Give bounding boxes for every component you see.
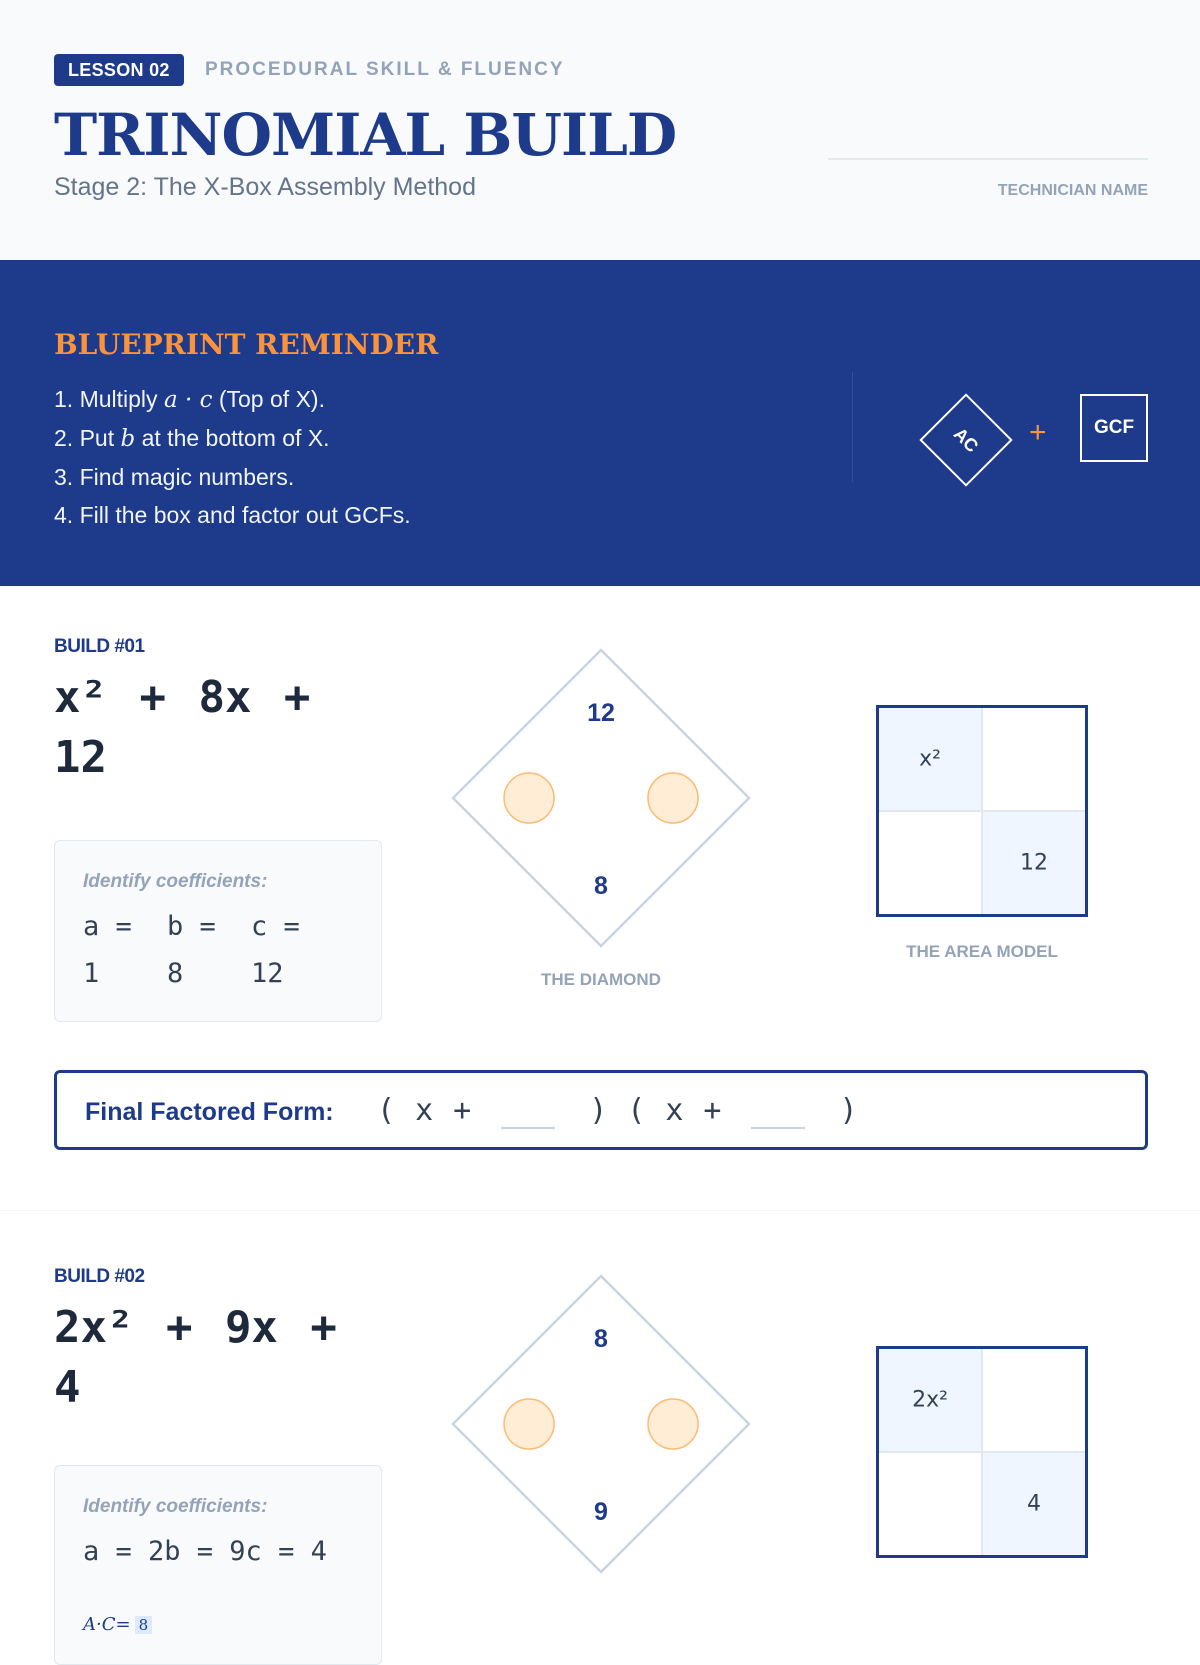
area-cell-bottom-right[interactable]: 12 xyxy=(983,812,1085,914)
x-diamond xyxy=(451,648,751,948)
coefficient-c[interactable]: c = 12 xyxy=(251,911,300,989)
diamond-bottom-sum: 8 xyxy=(594,872,608,900)
factor-blank-2[interactable] xyxy=(751,1093,805,1129)
coefficient-inline[interactable]: a = 2b = 9c = 4 xyxy=(83,1536,327,1567)
plus-icon: + xyxy=(1029,416,1047,449)
blueprint-steps xyxy=(54,380,411,534)
coefficient-values xyxy=(83,903,363,997)
gcf-box-icon: GCF xyxy=(1080,394,1148,462)
ac-product-value: 8 xyxy=(135,1616,153,1634)
worksheet-header xyxy=(0,0,1200,260)
lesson-category: PROCEDURAL SKILL & FLUENCY xyxy=(205,59,565,80)
area-cell-bottom-left[interactable] xyxy=(879,1453,981,1555)
page-subtitle: Stage 2: The X-Box Assembly Method xyxy=(54,173,476,201)
lesson-badge: LESSON 02 xyxy=(54,54,184,86)
build-label: BUILD #02 xyxy=(54,1266,145,1287)
blueprint-step: 4. Fill the box and factor out GCFs. xyxy=(54,502,411,528)
factor-blank-1[interactable] xyxy=(501,1093,555,1129)
build-label: BUILD #01 xyxy=(54,636,145,657)
magic-number-slot-left[interactable] xyxy=(504,773,554,823)
coefficients-panel xyxy=(54,1465,382,1665)
diamond-outline xyxy=(453,650,749,946)
coefficients-panel xyxy=(54,840,382,1022)
magic-number-slot-left[interactable] xyxy=(504,1399,554,1449)
final-form-label: Final Factored Form: xyxy=(85,1098,334,1126)
diamond-caption: THE DIAMOND xyxy=(541,970,661,989)
diamond-top-product: 8 xyxy=(594,1325,608,1353)
blueprint-divider xyxy=(852,372,853,482)
magic-number-slot-right[interactable] xyxy=(648,773,698,823)
area-cell-bottom-left[interactable] xyxy=(879,812,981,914)
area-model-grid xyxy=(876,1346,1088,1558)
coefficients-label: Identify coefficients: xyxy=(83,871,268,892)
area-model-grid xyxy=(876,705,1088,917)
diamond-bottom-sum: 9 xyxy=(594,1498,608,1526)
diamond-outline xyxy=(453,1276,749,1572)
area-cell-top-right[interactable] xyxy=(983,1349,1085,1451)
magic-number-slot-right[interactable] xyxy=(648,1399,698,1449)
blueprint-title: BLUEPRINT REMINDER xyxy=(54,328,439,361)
coefficient-a[interactable]: a = 1 xyxy=(83,911,132,989)
page-title: TRINOMIAL BUILD xyxy=(54,101,677,169)
coefficient-b[interactable]: b = 8 xyxy=(167,911,216,989)
final-factored-form xyxy=(54,1070,1148,1150)
ac-diamond-icon: AC xyxy=(919,393,1012,486)
coefficients-label: Identify coefficients: xyxy=(83,1496,268,1517)
blueprint-reminder-panel xyxy=(0,260,1200,586)
trinomial-expression: 2x² + 9x + 4 xyxy=(54,1302,337,1413)
ac-product-line: A·C= 8 xyxy=(83,1614,152,1635)
technician-name-field[interactable] xyxy=(828,158,1148,160)
build-section-1 xyxy=(0,586,1200,1210)
build-section-2 xyxy=(0,1211,1200,1635)
area-cell-top-left[interactable]: 2x² xyxy=(879,1349,981,1451)
blueprint-step: 3. Find magic numbers. xyxy=(54,464,295,490)
area-cell-bottom-right[interactable]: 4 xyxy=(983,1453,1085,1555)
blueprint-step: 2. Put b at the bottom of X. xyxy=(54,425,330,452)
area-model-caption: THE AREA MODEL xyxy=(906,942,1058,961)
diamond-top-product: 12 xyxy=(587,699,615,727)
area-cell-top-right[interactable] xyxy=(983,708,1085,810)
x-diamond xyxy=(451,1274,751,1574)
technician-name-label: TECHNICIAN NAME xyxy=(997,182,1148,199)
blueprint-step: 1. Multiply a · c (Top of X). xyxy=(54,386,325,413)
trinomial-expression: x² + 8x + 12 xyxy=(54,672,311,783)
area-cell-top-left[interactable]: x² xyxy=(879,708,981,810)
coefficient-values xyxy=(83,1528,363,1575)
final-form-expression: ( x + ) ( x + ) xyxy=(377,1093,858,1128)
